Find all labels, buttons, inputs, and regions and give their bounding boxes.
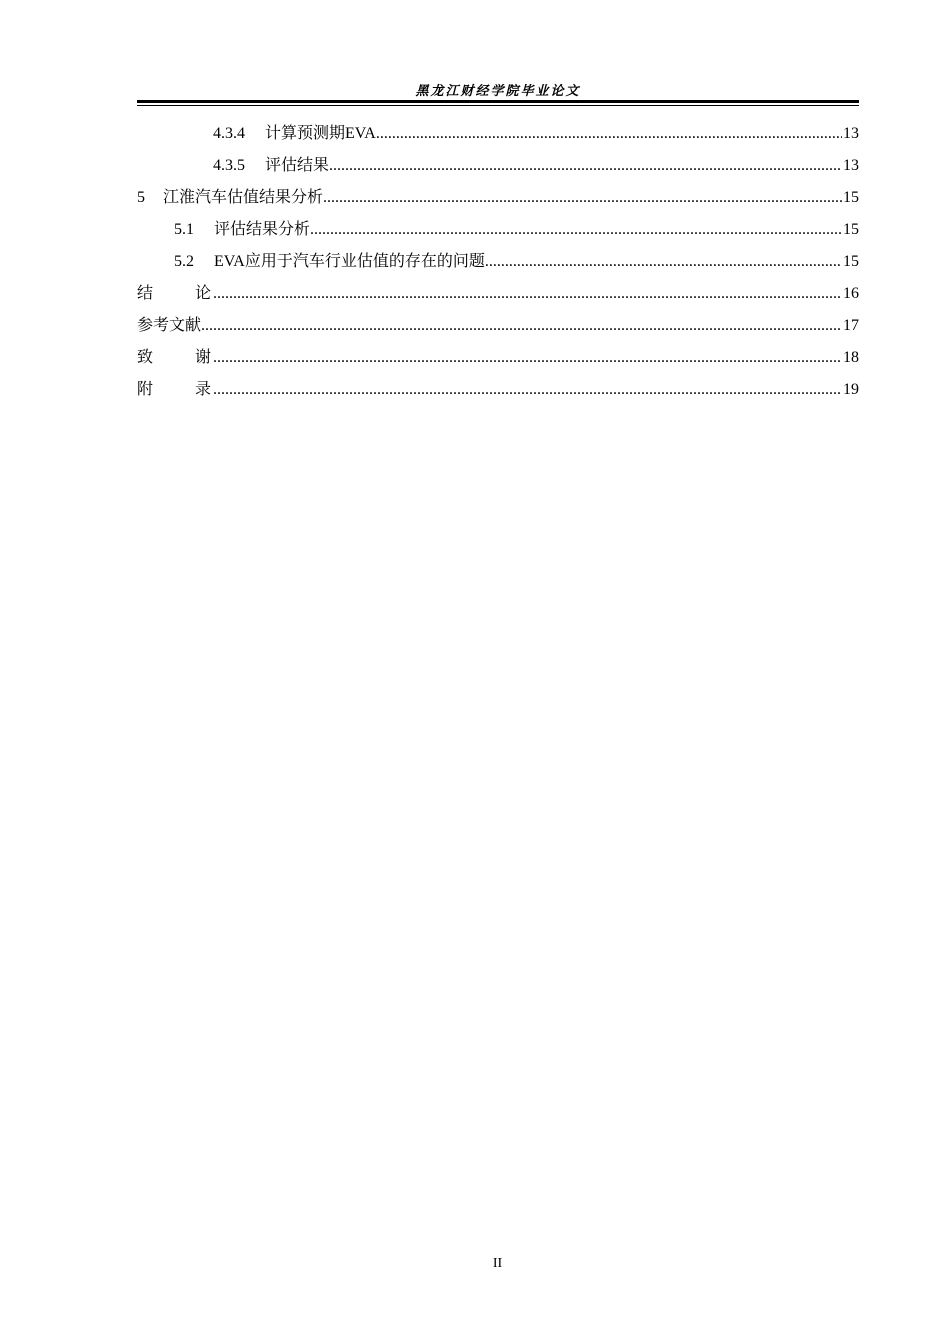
toc-entry-page: 15 (843, 253, 859, 270)
toc-entry-title: EVA应用于汽车行业估值的存在的问题 (214, 253, 485, 270)
toc-entry-page: 15 (843, 221, 859, 238)
toc-entry[interactable] (137, 182, 859, 214)
toc-leader-dots (329, 150, 842, 182)
toc-leader-dots (213, 278, 842, 310)
toc-entry-page: 16 (843, 285, 859, 302)
toc-entry-title-char: 结 (137, 285, 154, 302)
toc-entry-number: 5.1 (174, 221, 194, 238)
toc-entry-page: 13 (843, 157, 859, 174)
toc-entry-title-char: 论 (195, 285, 212, 302)
table-of-contents (137, 118, 859, 406)
toc-entry-page: 19 (843, 381, 859, 398)
toc-entry-page: 15 (843, 189, 859, 206)
toc-entry-acknowledgements[interactable] (137, 342, 859, 374)
toc-entry-references[interactable] (137, 310, 859, 342)
toc-leader-dots (485, 246, 842, 278)
toc-entry-number: 4.3.5 (213, 157, 245, 174)
header-rule-thick (137, 100, 859, 103)
toc-entry-page: 13 (843, 125, 859, 142)
toc-entry-number: 5 (137, 189, 145, 206)
toc-leader-dots (323, 182, 842, 214)
toc-entry-title: 评估结果 (265, 157, 330, 174)
toc-entry-number: 4.3.4 (213, 125, 245, 142)
page-number-footer: II (492, 1256, 503, 1271)
toc-leader-dots (213, 342, 842, 374)
toc-entry[interactable] (137, 150, 859, 182)
toc-leader-dots (376, 118, 842, 150)
toc-entry-title: 评估结果分析 (214, 221, 311, 238)
toc-entry-title-char: 附 (137, 381, 154, 398)
toc-entry-conclusion[interactable] (137, 278, 859, 310)
toc-entry-title-char: 录 (195, 381, 212, 398)
toc-entry-title: 江淮汽车估值结果分析 (163, 189, 324, 206)
toc-entry-title: 计算预测期EVA (265, 125, 376, 142)
toc-entry-title-char: 谢 (195, 349, 212, 366)
toc-leader-dots (201, 310, 842, 342)
toc-entry-title-char: 致 (137, 349, 154, 366)
toc-entry[interactable] (137, 118, 859, 150)
header-rule-thin (137, 105, 859, 106)
toc-entry[interactable] (137, 214, 859, 246)
toc-entry-page: 17 (843, 317, 859, 334)
toc-entry-title: 参考文献 (137, 317, 202, 334)
toc-leader-dots (310, 214, 842, 246)
toc-entry-number: 5.2 (174, 253, 194, 270)
toc-entry-page: 18 (843, 349, 859, 366)
page-header-title: 黑龙江财经学院毕业论文 (415, 84, 581, 99)
toc-entry[interactable] (137, 246, 859, 278)
toc-leader-dots (213, 374, 842, 406)
toc-entry-appendix[interactable] (137, 374, 859, 406)
